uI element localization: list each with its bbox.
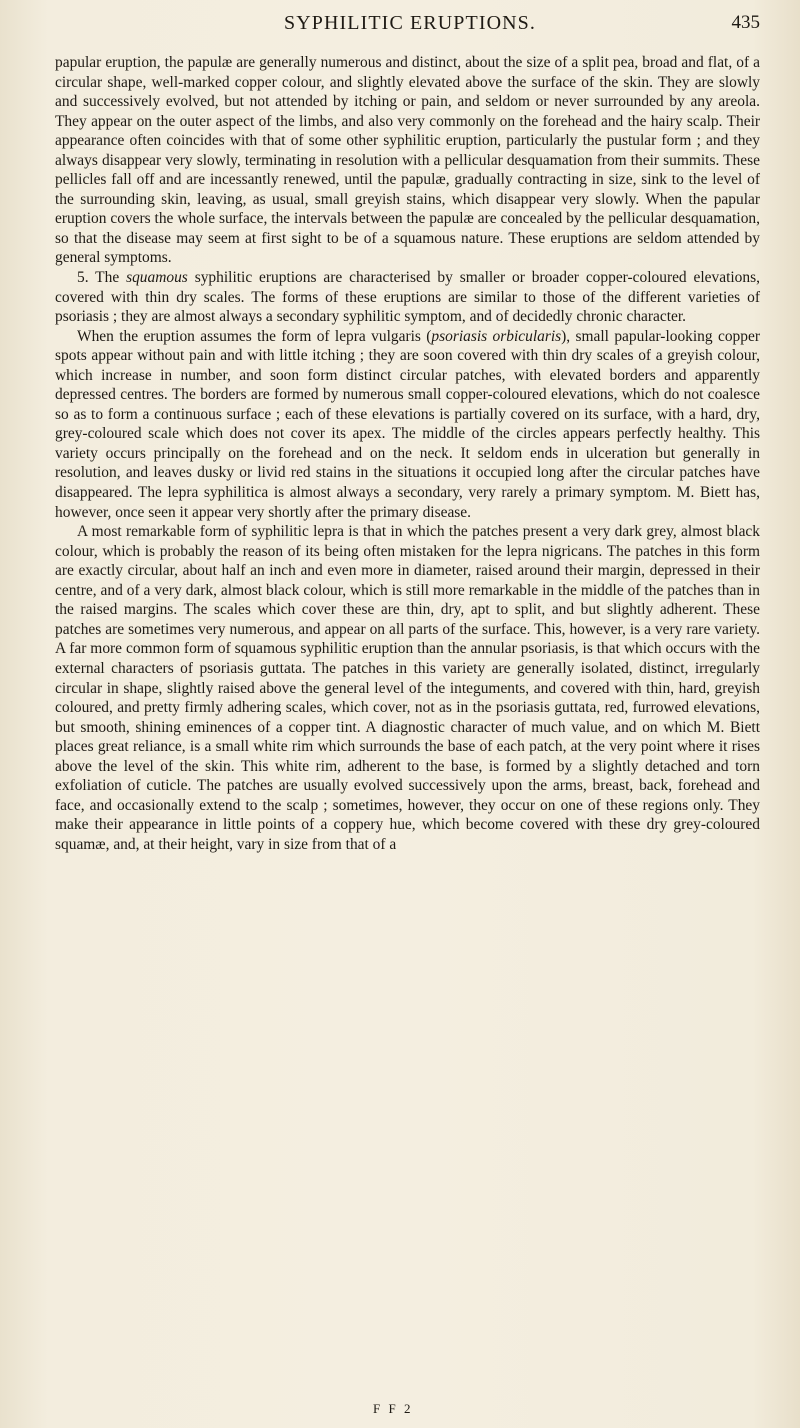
running-title: SYPHILITIC ERUPTIONS. [284,12,536,34]
page-number: 435 [731,12,760,33]
italic-term-psoriasis-orbicularis: psoriasis orbicularis [431,327,562,345]
signature-mark: F F 2 [373,1401,413,1416]
paragraph-squamous-eruptions [55,268,760,327]
text-run: When the eruption assumes the form of lepra vulgaris ( [77,327,432,345]
italic-term-squamous: squamous [126,269,188,287]
paragraph-lepra-vulgaris [55,327,760,522]
body-text [55,53,760,854]
running-head [60,12,760,40]
text-run: 5. The [77,269,127,287]
paragraph-papular-continued: papular eruption, the papulæ are generally numerous and distinct, about the size of a split pea, broad and flat, of a circular shape, well-marked copper colour, and slightly elevated above the surface of the skin. They are slowly and successively evolved, but not attended by itching or pain, and seldom or never surrounded by any areola. They appear on the outer aspect of the limbs, and also very commonly on the forehead and the hairy scalp. Their appearance often coincides with that of some other syphilitic eruption, particularly the pustular form ; and they always disappear very slowly, terminating in resolution with a pellicular desquamation from their summits. These pellicles fall off and are incessantly renewed, until the papulæ, gradually contracting in size, sink to the level of the surrounding skin, leaving, as usual, small greyish stains, which disappear very slowly. When the papular eruption covers the whole surface, the intervals between the papulæ are concealed by the pellicular desquamation, so that the disease may seem at first sight to be of a squamous nature. These eruptions are seldom attended by general symptoms. [55,54,760,267]
text-run: ), small papular-looking copper spots appear without pain and with little itching ; they are soon covered with thin dry scales of a greyish colour, which increase in number, and soon form distinct circular patches, with elevated borders and apparently depressed centres. The borders are formed by numerous small copper-coloured elevations, which do not coalesce so as to form a continuous surface ; each of these elevations is partially covered on its surface, with a hard, dry, grey-coloured scale which does not cover its apex. The middle of the circles appears perfectly healthy. This variety occurs principally on the forehead and on the neck. It seldom ends in ulceration but generally in resolution, and leaves dusky or livid red stains in the situations it occupied long after the circular patches have disappeared. The lepra syphilitica is almost always a secondary, very rarely a primary symptom. M. Biett has, however, once seen it appear very shortly after the primary disease. [55,327,760,521]
paragraph-syphilitic-lepra-form: A most remarkable form of syphilitic lepra is that in which the patches present a very dark grey, almost black colour, which is probably the reason of its being often mistaken for the lepra nigricans. The patches in this form are exactly circular, about half an inch and even more in diameter, raised around their margin, depressed in their centre, and of a very dark, almost black colour, which is still more remarkable in the middle of the patches than in the raised margins. The scales which cover these are thin, dry, apt to split, and but slightly adherent. These patches are sometimes very numerous, and appear on all parts of the surface. This, however, is a very rare variety. A far more common form of squamous syphilitic eruption than the annular psoriasis, is that which occurs with the external characters of psoriasis guttata. The patches in this variety are generally isolated, distinct, irregularly circular in shape, slightly raised above the general level of the integuments, and covered with thin, hard, greyish coloured, and pretty firmly adhering scales, which cover, not as in the psoriasis guttata, red, furrowed elevations, but smooth, shining eminences of a copper tint. A diagnostic character of much value, and on which M. Biett places great reliance, is a small white rim which surrounds the base of each patch, at the very point where it rises above the level of the skin. This white rim, adherent to the base, is formed by a slightly detached and torn exfoliation of cuticle. The patches are usually evolved successively upon the arms, breast, back, forehead and face, and occasionally extend to the scalp ; sometimes, however, they occur on one of these regions only. They make their appearance in little points of a coppery hue, which become covered with these dry grey-coloured squamæ, and, at their height, vary in size from that of a [55,523,760,853]
text-run: syphilitic eruptions are characterised by smaller or broader copper-coloured elevations, covered with thin dry scales. The forms of these eruptions are similar to those of the different varieties of psoriasis ; they are almost always a secondary syphilitic symptom, and of decidedly chronic character. [55,269,760,326]
